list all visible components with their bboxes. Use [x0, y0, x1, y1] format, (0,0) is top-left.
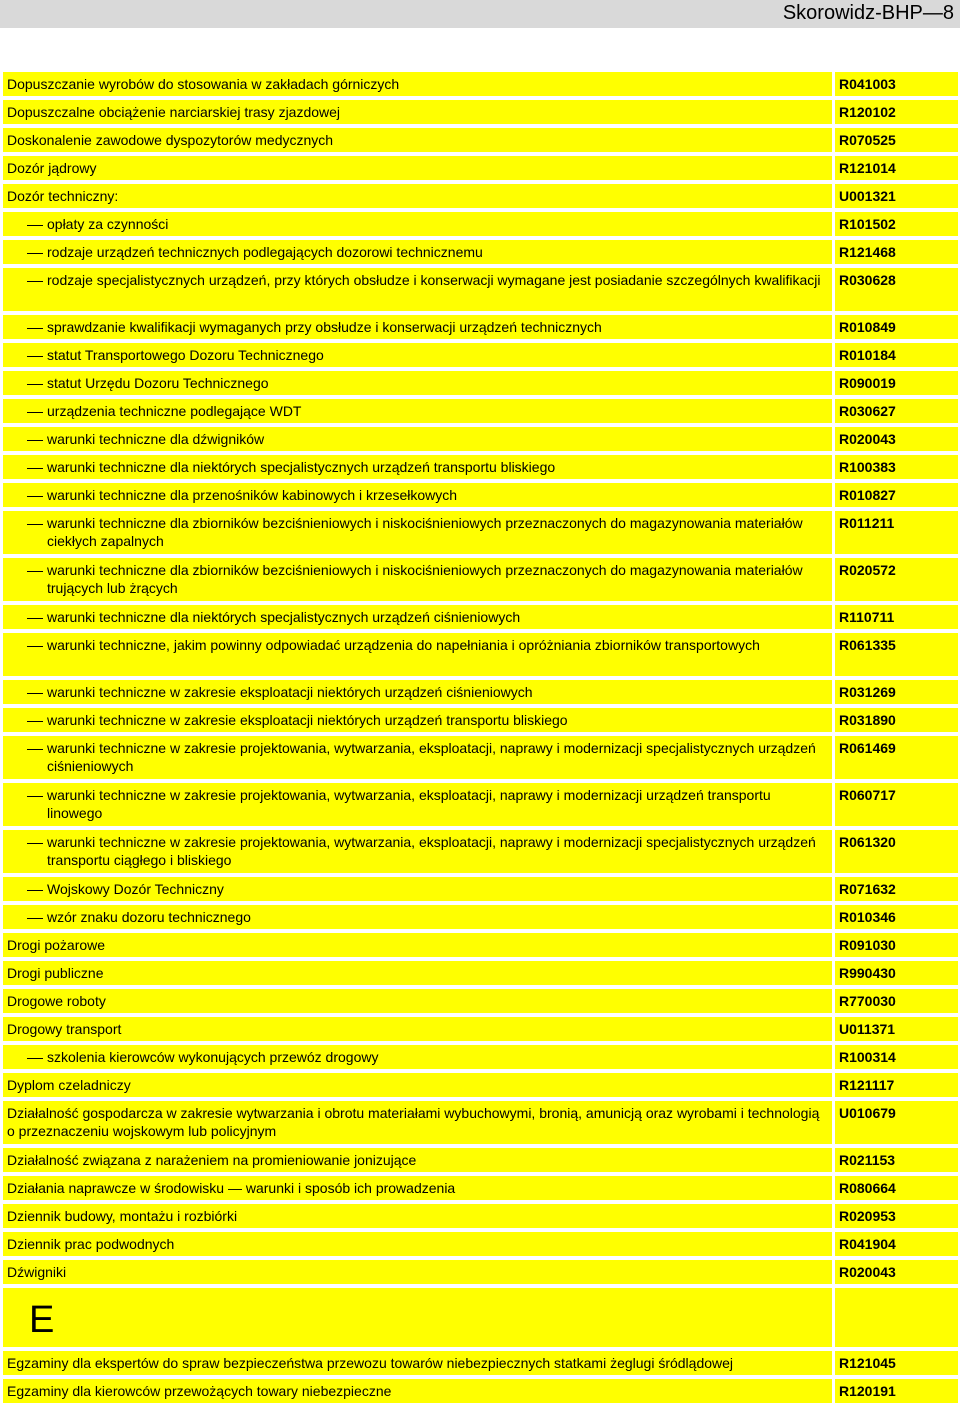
index-entry — [3, 1260, 958, 1284]
entry-code: R090019 — [835, 371, 958, 395]
index-entry — [3, 1232, 958, 1256]
entry-term: urządzenia techniczne podlegające WDT — [3, 399, 832, 423]
index-entry — [3, 1101, 958, 1144]
index-subentry — [3, 736, 958, 779]
entry-term: statut Urzędu Dozoru Technicznego — [3, 371, 832, 395]
entry-term: Doskonalenie zawodowe dyspozytorów medycznych — [3, 128, 832, 152]
index-subentry — [3, 830, 958, 873]
entry-code: R100383 — [835, 455, 958, 479]
entry-code: R031269 — [835, 680, 958, 704]
index-subentry — [3, 633, 958, 676]
entry-term: warunki techniczne w zakresie projektowania, wytwarzania, eksploatacji, naprawy i modernizacji urządzeń transportu linowego — [3, 783, 832, 826]
entry-term: Wojskowy Dozór Techniczny — [3, 877, 832, 901]
entry-term: Dźwigniki — [3, 1260, 832, 1284]
entry-code: R030628 — [835, 268, 958, 311]
index-entry — [3, 961, 958, 985]
entry-code: U011371 — [835, 1017, 958, 1041]
entry-term: warunki techniczne dla niektórych specjalistycznych urządzeń ciśnieniowych — [3, 605, 832, 629]
index-subentry — [3, 240, 958, 264]
entry-code: R020043 — [835, 427, 958, 451]
index-subentry — [3, 605, 958, 629]
entry-code: R031890 — [835, 708, 958, 732]
index-entry — [3, 100, 958, 124]
entry-code: R041003 — [835, 72, 958, 96]
index-subentry — [3, 877, 958, 901]
entry-term: Dyplom czeladniczy — [3, 1073, 832, 1097]
entry-term: warunki techniczne dla zbiorników bezciśnieniowych i niskociśnieniowych przeznaczonych do magazynowania materiałów trujących lub żrących — [3, 558, 832, 601]
entry-code: R011211 — [835, 511, 958, 554]
entry-term: opłaty za czynności — [3, 212, 832, 236]
index-subentry — [3, 680, 958, 704]
index-entry — [3, 156, 958, 180]
entry-term: Dziennik prac podwodnych — [3, 1232, 832, 1256]
index-subentry — [3, 1045, 958, 1069]
section-letter: E — [29, 1299, 55, 1341]
index-subentry — [3, 511, 958, 554]
entry-term: Dozór jądrowy — [3, 156, 832, 180]
index-entry — [3, 989, 958, 1013]
entry-term: sprawdzanie kwalifikacji wymaganych przy obsłudze i konserwacji urządzeń technicznych — [3, 315, 832, 339]
entry-term: warunki techniczne dla dźwigników — [3, 427, 832, 451]
entry-term: wzór znaku dozoru technicznego — [3, 905, 832, 929]
entry-term: warunki techniczne w zakresie eksploatacji niektórych urządzeń transportu bliskiego — [3, 708, 832, 732]
index-subentry — [3, 427, 958, 451]
index-subentry — [3, 212, 958, 236]
entry-term: warunki techniczne w zakresie eksploatacji niektórych urządzeń ciśnieniowych — [3, 680, 832, 704]
index-entry — [3, 1379, 958, 1403]
entry-term: Drogi pożarowe — [3, 933, 832, 957]
entry-term: Egzaminy dla kierowców przewożących towary niebezpieczne — [3, 1379, 832, 1403]
entry-code: R020043 — [835, 1260, 958, 1284]
index-subentry — [3, 371, 958, 395]
page-header — [0, 0, 960, 28]
entry-term: warunki techniczne dla przenośników kabinowych i krzesełkowych — [3, 483, 832, 507]
index-entry — [3, 933, 958, 957]
index-subentry — [3, 783, 958, 826]
index-subentry — [3, 343, 958, 367]
entry-code: R121117 — [835, 1073, 958, 1097]
entry-code: U001321 — [835, 184, 958, 208]
entry-term: Działania naprawcze w środowisku — warunki i sposób ich prowadzenia — [3, 1176, 832, 1200]
entry-term: warunki techniczne w zakresie projektowania, wytwarzania, eksploatacji, naprawy i modernizacji specjalistycznych urządzeń transportu ciągłego i bliskiego — [3, 830, 832, 873]
entry-code: R010827 — [835, 483, 958, 507]
entry-term: Działalność gospodarcza w zakresie wytwarzania i obrotu materiałami wybuchowymi, bronią, amunicją oraz wyrobami i technologią o przeznaczeniu wojskowym lub policyjnym — [3, 1101, 832, 1144]
index-table — [3, 72, 958, 1407]
entry-code: R121468 — [835, 240, 958, 264]
entry-code: R010849 — [835, 315, 958, 339]
entry-term: Drogowe roboty — [3, 989, 832, 1013]
entry-code: R010184 — [835, 343, 958, 367]
entry-term: Dozór techniczny: — [3, 184, 832, 208]
entry-code: R120102 — [835, 100, 958, 124]
entry-code: R061320 — [835, 830, 958, 873]
entry-code: R120191 — [835, 1379, 958, 1403]
entry-code: R010346 — [835, 905, 958, 929]
index-subentry — [3, 905, 958, 929]
entry-term: rodzaje specjalistycznych urządzeń, przy których obsłudze i konserwacji wymagane jest posiadanie szczególnych kwalifikacji — [3, 268, 832, 311]
entry-term: Drogowy transport — [3, 1017, 832, 1041]
entry-code: U010679 — [835, 1101, 958, 1144]
entry-code: R110711 — [835, 605, 958, 629]
entry-code: R121014 — [835, 156, 958, 180]
entry-term: warunki techniczne w zakresie projektowania, wytwarzania, eksploatacji, naprawy i modernizacji specjalistycznych urządzeń ciśnieniowych — [3, 736, 832, 779]
entry-term: szkolenia kierowców wykonujących przewóz drogowy — [3, 1045, 832, 1069]
entry-term: rodzaje urządzeń technicznych podlegających dozorowi technicznemu — [3, 240, 832, 264]
entry-code: R061469 — [835, 736, 958, 779]
entry-term: statut Transportowego Dozoru Technicznego — [3, 343, 832, 367]
entry-term: warunki techniczne, jakim powinny odpowiadać urządzenia do napełniania i opróżniania zbiorników transportowych — [3, 633, 832, 676]
index-entry — [3, 1017, 958, 1041]
entry-code: R121045 — [835, 1351, 958, 1375]
entry-code: R061335 — [835, 633, 958, 676]
entry-code: R070525 — [835, 128, 958, 152]
entry-term: Dziennik budowy, montażu i rozbiórki — [3, 1204, 832, 1228]
index-subentry — [3, 455, 958, 479]
entry-code: R091030 — [835, 933, 958, 957]
entry-code: R030627 — [835, 399, 958, 423]
index-entry — [3, 1148, 958, 1172]
entry-term: Egzaminy dla ekspertów do spraw bezpieczeństwa przewozu towarów niebezpiecznych statkami żeglugi śródlądowej — [3, 1351, 832, 1375]
entry-code: R041904 — [835, 1232, 958, 1256]
index-entry — [3, 184, 958, 208]
index-subentry — [3, 708, 958, 732]
entry-code: R020572 — [835, 558, 958, 601]
entry-code: R021153 — [835, 1148, 958, 1172]
index-entry — [3, 1204, 958, 1228]
page-title: Skorowidz-BHP—8 — [782, 2, 954, 24]
index-subentry — [3, 315, 958, 339]
entry-code: R101502 — [835, 212, 958, 236]
entry-term: warunki techniczne dla niektórych specjalistycznych urządzeń transportu bliskiego — [3, 455, 832, 479]
entry-term: Dopuszczanie wyrobów do stosowania w zakładach górniczych — [3, 72, 832, 96]
index-subentry — [3, 399, 958, 423]
entry-term: Dopuszczalne obciążenie narciarskiej trasy zjazdowej — [3, 100, 832, 124]
entry-code: R770030 — [835, 989, 958, 1013]
entry-code: R990430 — [835, 961, 958, 985]
index-subentry — [3, 268, 958, 311]
entry-term: warunki techniczne dla zbiorników bezciśnieniowych i niskociśnieniowych przeznaczonych do magazynowania materiałów ciekłych zapalnych — [3, 511, 832, 554]
entry-term: Drogi publiczne — [3, 961, 832, 985]
index-entry — [3, 72, 958, 96]
entry-term: Działalność związana z narażeniem na promieniowanie jonizujące — [3, 1148, 832, 1172]
entry-code: R071632 — [835, 877, 958, 901]
entry-code: R060717 — [835, 783, 958, 826]
index-entry — [3, 128, 958, 152]
index-entry — [3, 1073, 958, 1097]
section-letter-code-cell — [835, 1288, 958, 1347]
entry-code: R100314 — [835, 1045, 958, 1069]
index-subentry — [3, 558, 958, 601]
section-letter-cell — [3, 1288, 832, 1347]
entry-code: R020953 — [835, 1204, 958, 1228]
index-subentry — [3, 483, 958, 507]
index-entry — [3, 1351, 958, 1375]
index-entry — [3, 1176, 958, 1200]
entry-code: R080664 — [835, 1176, 958, 1200]
section-letter-row — [3, 1288, 958, 1347]
